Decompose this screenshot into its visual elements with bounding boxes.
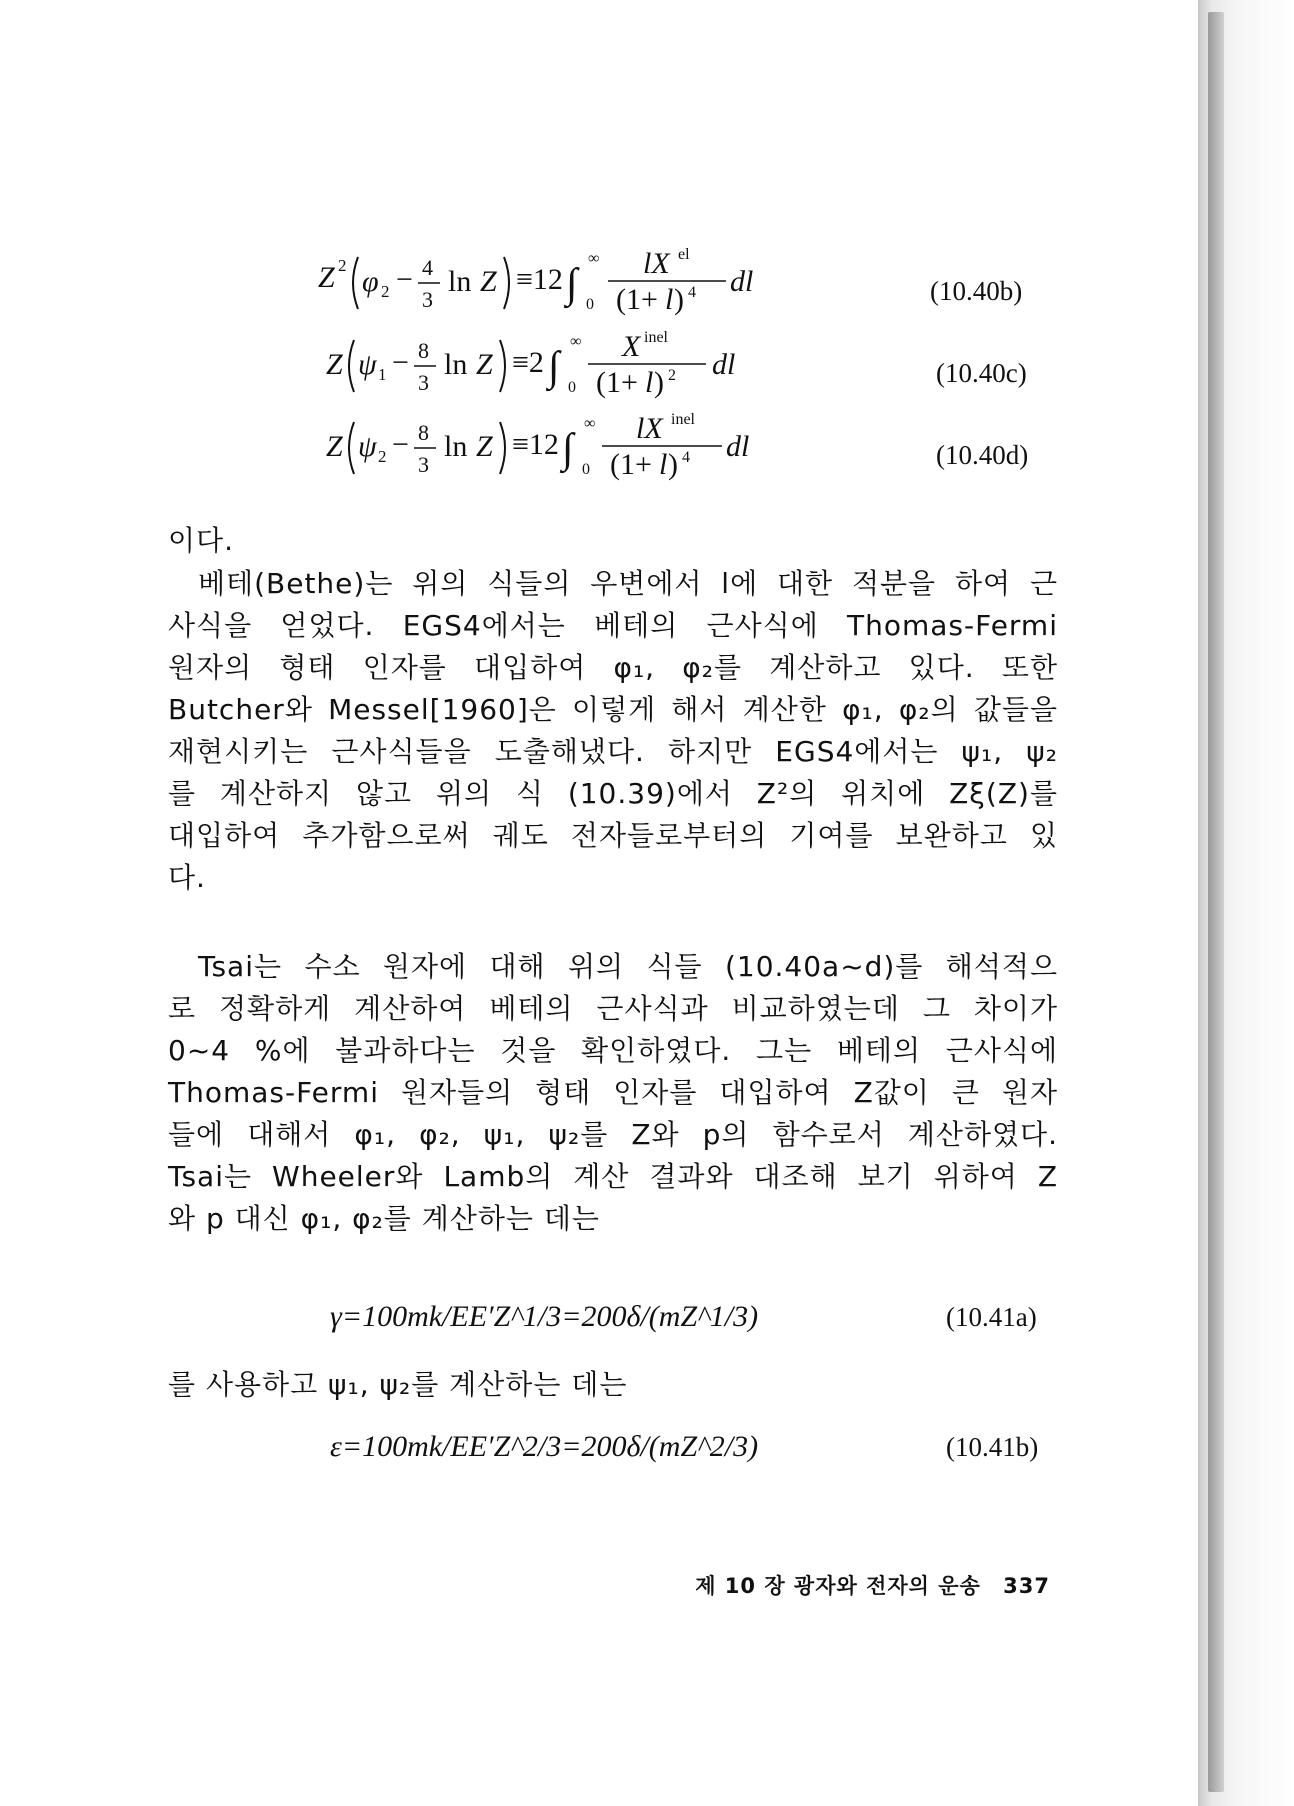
text-line: 사식을 얻었다. EGS4에서는 베테의 근사식에 Thomas-Fermi [168,609,1058,642]
svg-text:ln: ln [448,265,472,298]
svg-text:): ) [668,448,678,481]
svg-text:4: 4 [682,449,690,466]
page-edge-bar [1208,12,1224,1792]
equation-number: (10.40c) [936,358,1027,388]
svg-text:3: 3 [418,370,429,395]
paragraph-1 [168,563,1058,899]
equation-number: (10.40b) [930,276,1023,306]
svg-text:−: − [392,346,409,379]
text-line: 베테(Bethe)는 위의 식들의 우변에서 l에 대한 적분을 하여 근 [198,567,1058,600]
svg-text:4: 4 [422,255,433,280]
svg-text:inel: inel [644,329,668,346]
text-line: 들에 대해서 φ₁, φ₂, ψ₁, ψ₂를 Z와 p의 함수로서 계산하였다. [168,1118,1058,1151]
svg-text:≡12: ≡12 [516,263,563,296]
svg-text:Z: Z [476,348,493,381]
svg-text:inel: inel [671,411,695,428]
equation-number: (10.41a) [946,1302,1037,1332]
equation-10-40d-math [326,400,826,490]
svg-text:Z: Z [318,261,335,294]
svg-text:ln: ln [444,348,468,381]
svg-text:≡12: ≡12 [512,428,559,461]
svg-text:): ) [674,283,684,316]
svg-text:−: − [396,263,413,296]
svg-text:3: 3 [418,452,429,477]
svg-text:8: 8 [418,420,429,445]
page-footer [630,1570,1050,1600]
svg-text:el: el [678,246,690,263]
svg-text:∞: ∞ [570,333,582,350]
text-line: 원자의 형태 인자를 대입하여 φ₁, φ₂를 계산하고 있다. 또한 [168,651,1058,684]
svg-text:4: 4 [688,284,696,301]
text-line: Thomas-Fermi 원자들의 형태 인자를 대입하여 Z값이 큰 원자 [168,1076,1058,1109]
text-line: 대입하여 추가함으로써 궤도 전자들로부터의 기여를 보완하고 있 [168,819,1058,852]
svg-text:Z: Z [326,348,343,381]
svg-text:0: 0 [586,296,594,313]
svg-text:∫: ∫ [566,261,578,307]
svg-text:−: − [392,428,409,461]
svg-text:2: 2 [378,447,387,466]
equation-expression: γ=100mk/EE′Z^1/3=200δ/(mZ^1/3) [330,1300,759,1333]
svg-text:(1+: (1+ [596,366,638,399]
text-between-equations [168,1364,1058,1406]
svg-text:Z: Z [476,430,493,463]
page-edge-shadow [1198,0,1294,1806]
svg-text:(1+: (1+ [616,283,658,316]
svg-text:Z: Z [326,430,343,463]
svg-text:(1+: (1+ [610,448,652,481]
page-number: 337 [1003,1574,1050,1598]
svg-text:dl: dl [730,265,754,298]
text-line: 를 사용하고 ψ₁, ψ₂를 계산하는 데는 [168,1368,628,1401]
svg-text:1: 1 [378,365,387,384]
equation-10-40b-math [318,235,818,325]
svg-text:3: 3 [422,287,433,312]
text-line: 로 정확하게 계산하여 베테의 근사식과 비교하였는데 그 차이가 [168,992,1058,1025]
text-line: Tsai는 수소 원자에 대해 위의 식들 (10.40a~d)를 해석적으 [198,950,1058,983]
svg-text:Z: Z [480,265,497,298]
svg-text:l: l [659,448,668,481]
svg-text:0: 0 [582,461,590,478]
svg-text:dl: dl [726,430,750,463]
text-line: 와 p 대신 φ₁, φ₂를 계산하는 데는 [168,1202,600,1235]
equation-10-40c-math [326,318,806,408]
svg-text:2: 2 [381,282,390,301]
svg-text:ψ: ψ [358,430,377,463]
text-line: 를 계산하지 않고 위의 식 (10.39)에서 Z²의 위치에 Zξ(Z)를 [168,777,1058,810]
svg-text:≡2: ≡2 [512,346,544,379]
text-line: Tsai는 Wheeler와 Lamb의 계산 결과와 대조해 보기 위하여 Z [168,1160,1058,1193]
svg-text:∫: ∫ [562,426,574,472]
svg-text:dl: dl [712,348,736,381]
equation-expression: ε=100mk/EE′Z^2/3=200δ/(mZ^2/3) [330,1430,759,1463]
svg-text:ln: ln [444,430,468,463]
paragraph-2 [168,946,1058,1240]
svg-text:lX: lX [643,247,670,280]
svg-text:φ: φ [362,265,379,298]
svg-text:∞: ∞ [588,250,600,267]
svg-text:0: 0 [568,379,576,396]
equation-number: (10.41b) [946,1432,1039,1462]
svg-text:8: 8 [418,338,429,363]
text-after-equations [168,520,1058,562]
svg-text:X: X [622,330,641,363]
text-line: Butcher와 Messel[1960]은 이렇게 해서 계산한 φ₁, φ₂의 값들을 [168,693,1058,726]
svg-text:lX: lX [636,412,663,445]
equation-number: (10.40d) [936,440,1029,470]
svg-text:∫: ∫ [548,344,560,390]
text-line: 0~4 %에 불과하다는 것을 확인하였다. 그는 베테의 근사식에 [168,1034,1058,1067]
svg-text:l: l [645,366,654,399]
chapter-title: 제 10 장 광자와 전자의 운송 [695,1574,981,1598]
svg-text:2: 2 [338,256,347,275]
svg-text:∞: ∞ [584,415,596,432]
text-line: 다. [168,861,206,894]
svg-text:ψ: ψ [358,348,377,381]
svg-text:l: l [665,283,674,316]
text-line: 이다. [168,524,234,557]
text-line: 재현시키는 근사식들을 도출해냈다. 하지만 EGS4에서는 ψ₁, ψ₂ [168,735,1058,768]
svg-text:): ) [654,366,664,399]
svg-text:2: 2 [668,367,676,384]
